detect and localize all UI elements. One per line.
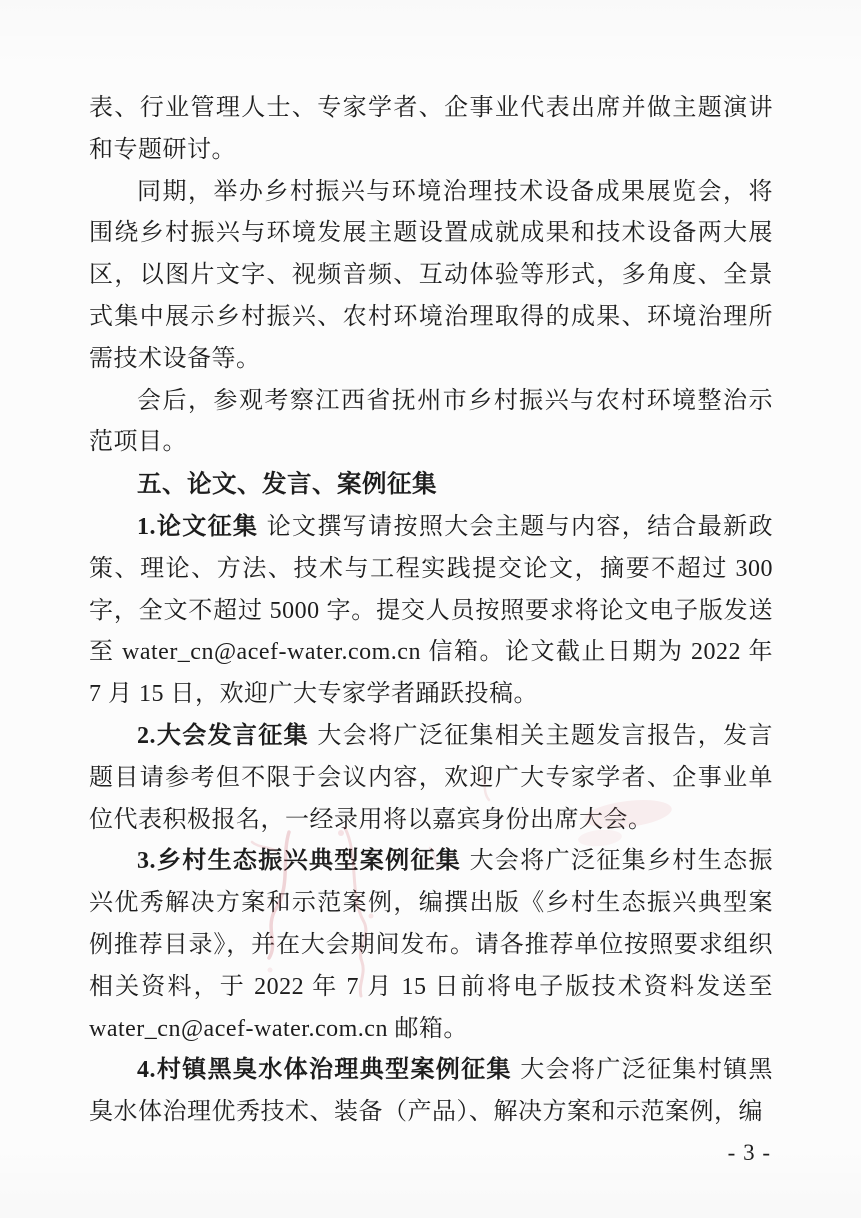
bold-lead: 3.乡村生态振兴典型案例征集 xyxy=(137,848,462,875)
paragraph xyxy=(89,507,773,716)
paragraph-text: 会后，参观考察江西省抚州市乡村振兴与农村环境整治示范项目。 xyxy=(89,387,773,456)
paragraph xyxy=(89,381,773,465)
paragraph-text: 大会将广泛征集村镇黑臭水体治理优秀技术、装备（产品）、解决方案和示范案例，编 xyxy=(89,1057,774,1126)
paragraph xyxy=(89,716,773,841)
paragraph xyxy=(89,841,773,1050)
bold-lead: 2.大会发言征集 xyxy=(137,722,310,749)
paragraph xyxy=(89,1050,773,1134)
page-number: - 3 - xyxy=(727,1140,771,1165)
paragraph-text: 表、行业管理人士、专家学者、企事业代表出席并做主题演讲和专题研讨。 xyxy=(89,95,773,163)
section-heading xyxy=(89,464,773,507)
paragraph xyxy=(89,88,773,172)
bold-lead: 五、论文、发言、案例征集 xyxy=(137,471,437,499)
paragraph-text: 同期，举办乡村振兴与环境治理技术设备成果展览会，将围绕乡村振兴与环境发展主题设置成就成果和技术设备两大展区，以图片文字、视频音频、互动体验等形式，多角度、全景式集中展示乡村振兴、农村环境治理取得的成果、环境治理所需技术设备等。 xyxy=(89,178,773,372)
bold-lead: 1.论文征集 xyxy=(137,513,259,540)
document-body xyxy=(89,88,773,1134)
paragraph-text: 论文撰写请按照大会主题与内容，结合最新政策、理论、方法、技术与工程实践提交论文，摘要不超过 300 字，全文不超过 5000 字。提交人员按照要求将论文电子版发送至 water_cn@acef-water.com.cn 信箱。论文截止日期为 2022 年 7 月 15 日，欢迎广大专家学者踊跃投稿。 xyxy=(89,513,774,708)
paragraph xyxy=(89,172,773,381)
paragraph-text: 大会将广泛征集相关主题发言报告，发言题目请参考但不限于会议内容，欢迎广大专家学者、企事业单位代表积极报名，一经录用将以嘉宾身份出席大会。 xyxy=(89,722,774,833)
bold-lead: 4.村镇黑臭水体治理典型案例征集 xyxy=(137,1057,512,1084)
paragraph-text: 大会将广泛征集乡村生态振兴优秀解决方案和示范案例，编撰出版《乡村生态振兴典型案例推荐目录》，并在大会期间发布。请各推荐单位按照要求组织相关资料，于 2022 年 7 月 15 日前将电子版技术资料发送至 water_cn@acef-water.com.cn 邮箱。 xyxy=(89,848,774,1042)
